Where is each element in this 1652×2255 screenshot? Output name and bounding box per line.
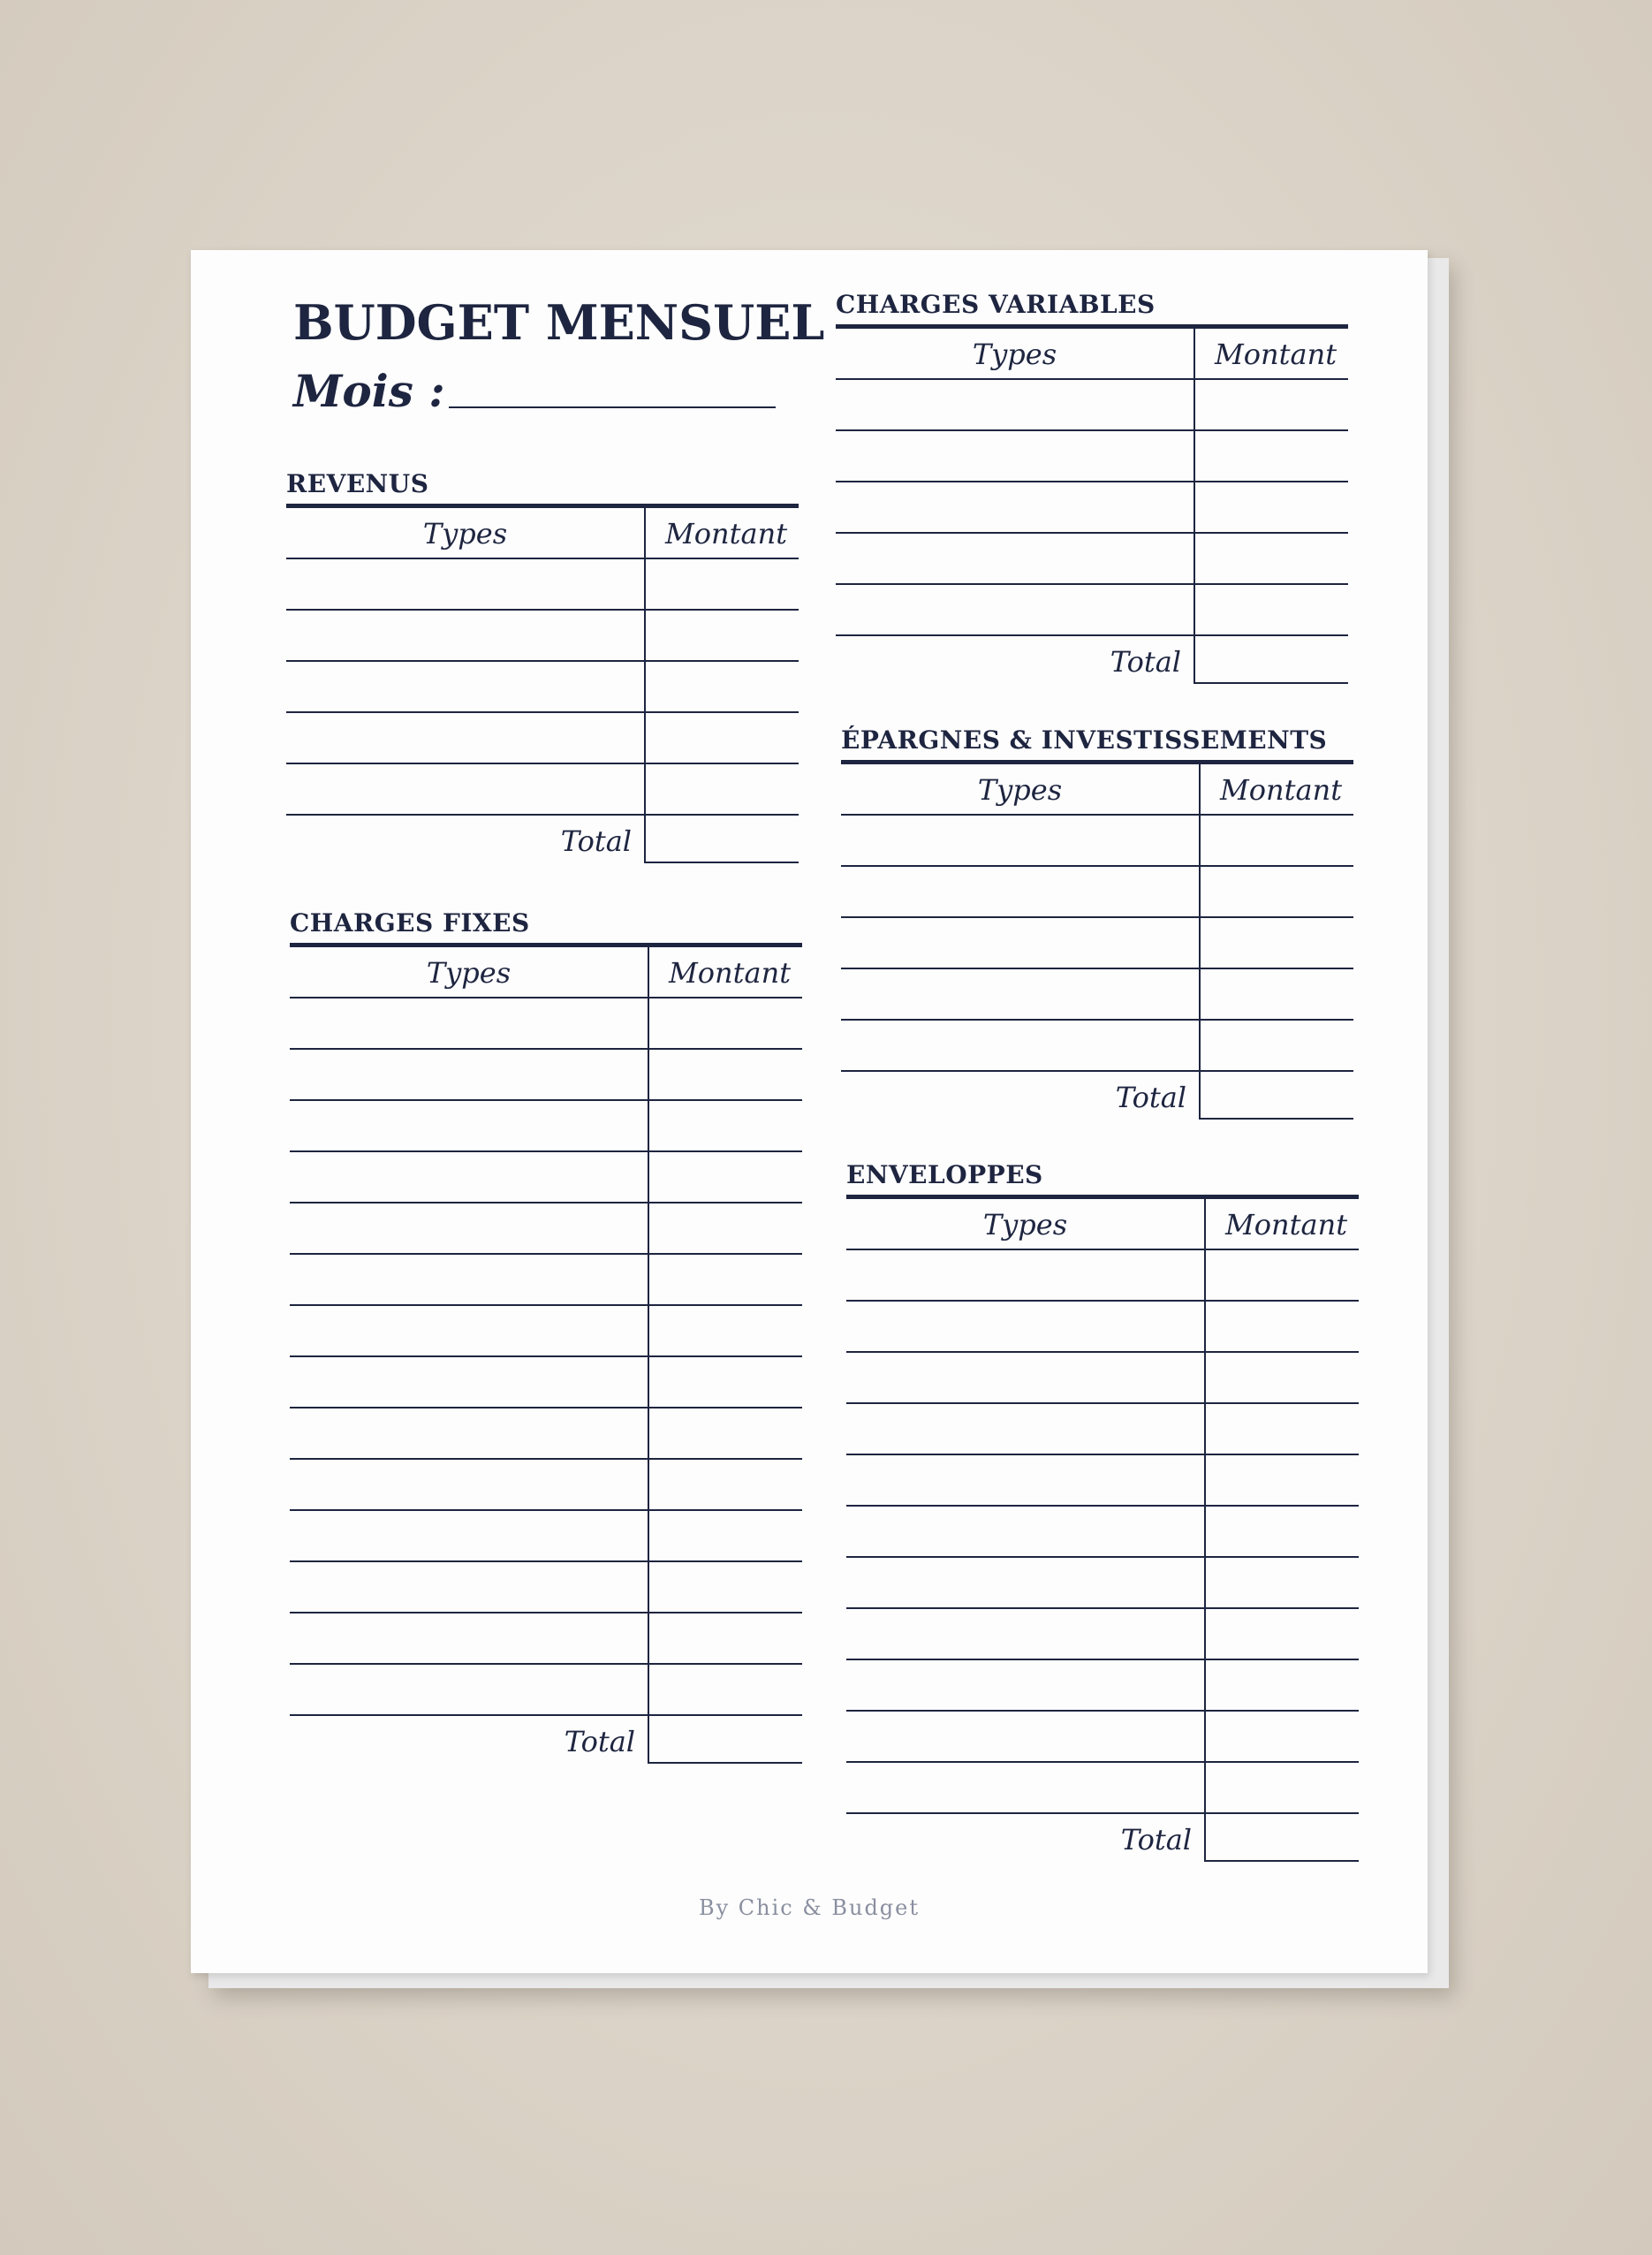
section-enveloppes xyxy=(846,1160,1359,1862)
total-row xyxy=(836,636,1348,684)
table-row xyxy=(846,1609,1359,1660)
type-cell[interactable] xyxy=(286,713,644,763)
type-cell[interactable] xyxy=(286,559,644,609)
total-label: Total xyxy=(564,1725,635,1758)
types-header-label: Types xyxy=(982,1208,1068,1241)
type-cell[interactable] xyxy=(290,1408,648,1458)
amount-cell[interactable] xyxy=(644,611,799,660)
montant-column-header xyxy=(644,508,799,558)
total-label-cell xyxy=(846,1814,1204,1862)
table-header xyxy=(841,764,1353,816)
amount-cell[interactable] xyxy=(648,1511,802,1560)
types-column-header xyxy=(841,764,1199,814)
section-title: ENVELOPPES xyxy=(846,1160,1359,1199)
amount-cell[interactable] xyxy=(1204,1660,1359,1710)
section-charges-fixes xyxy=(290,908,802,1764)
montant-header-label: Montant xyxy=(669,956,792,990)
amount-cell[interactable] xyxy=(1204,1609,1359,1659)
section-title: CHARGES VARIABLES xyxy=(836,290,1348,329)
table-row xyxy=(286,764,799,816)
table-row xyxy=(846,1712,1359,1763)
budget-notepad xyxy=(191,250,1428,1973)
table-header xyxy=(286,508,799,559)
total-row xyxy=(841,1072,1353,1120)
total-amount-cell[interactable] xyxy=(648,1716,802,1764)
type-cell[interactable] xyxy=(836,482,1194,532)
table-header xyxy=(836,329,1348,380)
amount-cell[interactable] xyxy=(1199,867,1353,916)
amount-cell[interactable] xyxy=(1204,1353,1359,1402)
type-cell[interactable] xyxy=(846,1712,1204,1761)
table-row xyxy=(846,1250,1359,1302)
type-cell[interactable] xyxy=(290,1613,648,1663)
types-header-label: Types xyxy=(977,773,1063,807)
table-row xyxy=(290,1050,802,1101)
table-row xyxy=(846,1455,1359,1507)
type-cell[interactable] xyxy=(846,1558,1204,1607)
type-cell[interactable] xyxy=(841,867,1199,916)
amount-cell[interactable] xyxy=(648,1101,802,1150)
amount-cell[interactable] xyxy=(648,1306,802,1355)
table-row xyxy=(286,611,799,662)
type-cell[interactable] xyxy=(286,764,644,814)
amount-cell[interactable] xyxy=(648,1613,802,1663)
section-revenus xyxy=(286,469,799,863)
type-cell[interactable] xyxy=(846,1250,1204,1300)
types-column-header xyxy=(286,508,644,558)
montant-column-header xyxy=(648,947,802,997)
amount-cell[interactable] xyxy=(648,1460,802,1509)
type-cell[interactable] xyxy=(290,1511,648,1560)
table-row xyxy=(846,1558,1359,1609)
types-header-label: Types xyxy=(426,956,512,990)
amount-cell[interactable] xyxy=(1204,1404,1359,1454)
amount-cell[interactable] xyxy=(1199,918,1353,968)
amount-cell[interactable] xyxy=(1204,1763,1359,1812)
table-row xyxy=(290,1357,802,1408)
table-row xyxy=(846,1302,1359,1353)
amount-cell[interactable] xyxy=(1204,1250,1359,1300)
table-row xyxy=(841,816,1353,867)
total-label: Total xyxy=(560,824,632,858)
amount-cell[interactable] xyxy=(648,1665,802,1714)
total-amount-cell[interactable] xyxy=(644,816,799,863)
table-row xyxy=(286,559,799,611)
amount-cell[interactable] xyxy=(644,713,799,763)
types-header-label: Types xyxy=(972,338,1057,371)
table-row xyxy=(290,1408,802,1460)
total-row xyxy=(286,816,799,863)
type-cell[interactable] xyxy=(290,1255,648,1304)
type-cell[interactable] xyxy=(846,1507,1204,1556)
section-charges-variables xyxy=(836,290,1348,684)
type-cell[interactable] xyxy=(290,1203,648,1253)
types-header-label: Types xyxy=(422,517,508,550)
amount-cell[interactable] xyxy=(648,1255,802,1304)
amount-cell[interactable] xyxy=(648,1152,802,1202)
montant-column-header xyxy=(1194,329,1348,378)
table-row xyxy=(846,1763,1359,1814)
table-row xyxy=(846,1660,1359,1712)
amount-cell[interactable] xyxy=(644,764,799,814)
table-row xyxy=(846,1507,1359,1558)
table-row xyxy=(846,1353,1359,1404)
table-row xyxy=(290,1101,802,1152)
types-column-header xyxy=(290,947,648,997)
table-row xyxy=(841,918,1353,969)
table-row xyxy=(290,1613,802,1665)
table-row xyxy=(841,1021,1353,1072)
amount-cell[interactable] xyxy=(1199,816,1353,865)
amount-cell[interactable] xyxy=(648,1562,802,1612)
amount-cell[interactable] xyxy=(1204,1558,1359,1607)
table-row xyxy=(836,534,1348,585)
table-row xyxy=(836,431,1348,482)
total-label-cell xyxy=(836,636,1194,684)
amount-cell[interactable] xyxy=(648,1408,802,1458)
type-cell[interactable] xyxy=(290,1101,648,1150)
table-row xyxy=(836,585,1348,636)
table-row xyxy=(286,713,799,764)
amount-cell[interactable] xyxy=(644,559,799,609)
amount-cell[interactable] xyxy=(1194,482,1348,532)
type-cell[interactable] xyxy=(846,1455,1204,1505)
types-column-header xyxy=(846,1199,1204,1249)
table-header xyxy=(846,1199,1359,1250)
footer-credit: By Chic & Budget xyxy=(698,1895,921,1920)
type-cell[interactable] xyxy=(836,431,1194,481)
amount-cell[interactable] xyxy=(1204,1507,1359,1556)
table-row xyxy=(836,380,1348,431)
section-title: REVENUS xyxy=(286,469,799,508)
table-row xyxy=(286,662,799,713)
month-field xyxy=(293,365,776,417)
type-cell[interactable] xyxy=(846,1302,1204,1351)
amount-cell[interactable] xyxy=(1194,534,1348,583)
montant-header-label: Montant xyxy=(665,517,788,550)
total-label: Total xyxy=(1115,1081,1186,1114)
type-cell[interactable] xyxy=(841,816,1199,865)
montant-header-label: Montant xyxy=(1215,338,1338,371)
type-cell[interactable] xyxy=(290,1562,648,1612)
montant-header-label: Montant xyxy=(1220,773,1343,807)
type-cell[interactable] xyxy=(290,998,648,1048)
amount-cell[interactable] xyxy=(1204,1302,1359,1351)
total-amount-cell[interactable] xyxy=(1204,1814,1359,1862)
amount-cell[interactable] xyxy=(648,1357,802,1407)
amount-cell[interactable] xyxy=(648,998,802,1048)
type-cell[interactable] xyxy=(841,918,1199,968)
type-cell[interactable] xyxy=(846,1404,1204,1454)
month-write-line[interactable] xyxy=(449,398,776,408)
type-cell[interactable] xyxy=(846,1353,1204,1402)
type-cell[interactable] xyxy=(290,1460,648,1509)
type-cell[interactable] xyxy=(290,1306,648,1355)
month-label: Mois : xyxy=(293,365,445,417)
section-title: CHARGES FIXES xyxy=(290,908,802,947)
table-row xyxy=(290,998,802,1050)
table-row xyxy=(846,1404,1359,1455)
amount-cell[interactable] xyxy=(644,662,799,711)
type-cell[interactable] xyxy=(286,662,644,711)
section-title: ÉPARGNES & INVESTISSEMENTS xyxy=(841,725,1353,764)
amount-cell[interactable] xyxy=(1199,1021,1353,1070)
table-row xyxy=(290,1203,802,1255)
table-row xyxy=(841,969,1353,1021)
type-cell[interactable] xyxy=(846,1609,1204,1659)
table-row xyxy=(290,1306,802,1357)
type-cell[interactable] xyxy=(841,1021,1199,1070)
total-amount-cell[interactable] xyxy=(1194,636,1348,684)
page-title: BUDGET MENSUEL xyxy=(293,294,825,351)
type-cell[interactable] xyxy=(846,1660,1204,1710)
type-cell[interactable] xyxy=(836,534,1194,583)
table-row xyxy=(841,867,1353,918)
montant-column-header xyxy=(1199,764,1353,814)
total-label-cell xyxy=(286,816,644,863)
table-row xyxy=(290,1460,802,1511)
table-row xyxy=(290,1152,802,1203)
table-header xyxy=(290,947,802,998)
table-row xyxy=(836,482,1348,534)
montant-column-header xyxy=(1204,1199,1359,1249)
type-cell[interactable] xyxy=(836,380,1194,429)
table-row xyxy=(290,1511,802,1562)
total-row xyxy=(290,1716,802,1764)
type-cell[interactable] xyxy=(290,1050,648,1099)
types-column-header xyxy=(836,329,1194,378)
type-cell[interactable] xyxy=(846,1763,1204,1812)
total-label: Total xyxy=(1110,645,1181,679)
amount-cell[interactable] xyxy=(1194,431,1348,481)
table-row xyxy=(290,1562,802,1613)
amount-cell[interactable] xyxy=(1204,1712,1359,1761)
total-label-cell xyxy=(841,1072,1199,1120)
amount-cell[interactable] xyxy=(1204,1455,1359,1505)
total-label-cell xyxy=(290,1716,648,1764)
section-epargnes-investissements xyxy=(841,725,1353,1120)
total-amount-cell[interactable] xyxy=(1199,1072,1353,1120)
amount-cell[interactable] xyxy=(1194,585,1348,634)
amount-cell[interactable] xyxy=(1199,969,1353,1019)
type-cell[interactable] xyxy=(836,585,1194,634)
total-row xyxy=(846,1814,1359,1862)
type-cell[interactable] xyxy=(286,611,644,660)
total-label: Total xyxy=(1120,1823,1192,1856)
amount-cell[interactable] xyxy=(648,1050,802,1099)
type-cell[interactable] xyxy=(290,1665,648,1714)
type-cell[interactable] xyxy=(841,969,1199,1019)
type-cell[interactable] xyxy=(290,1357,648,1407)
table-row xyxy=(290,1255,802,1306)
type-cell[interactable] xyxy=(290,1152,648,1202)
montant-header-label: Montant xyxy=(1225,1208,1348,1241)
table-row xyxy=(290,1665,802,1716)
amount-cell[interactable] xyxy=(648,1203,802,1253)
amount-cell[interactable] xyxy=(1194,380,1348,429)
